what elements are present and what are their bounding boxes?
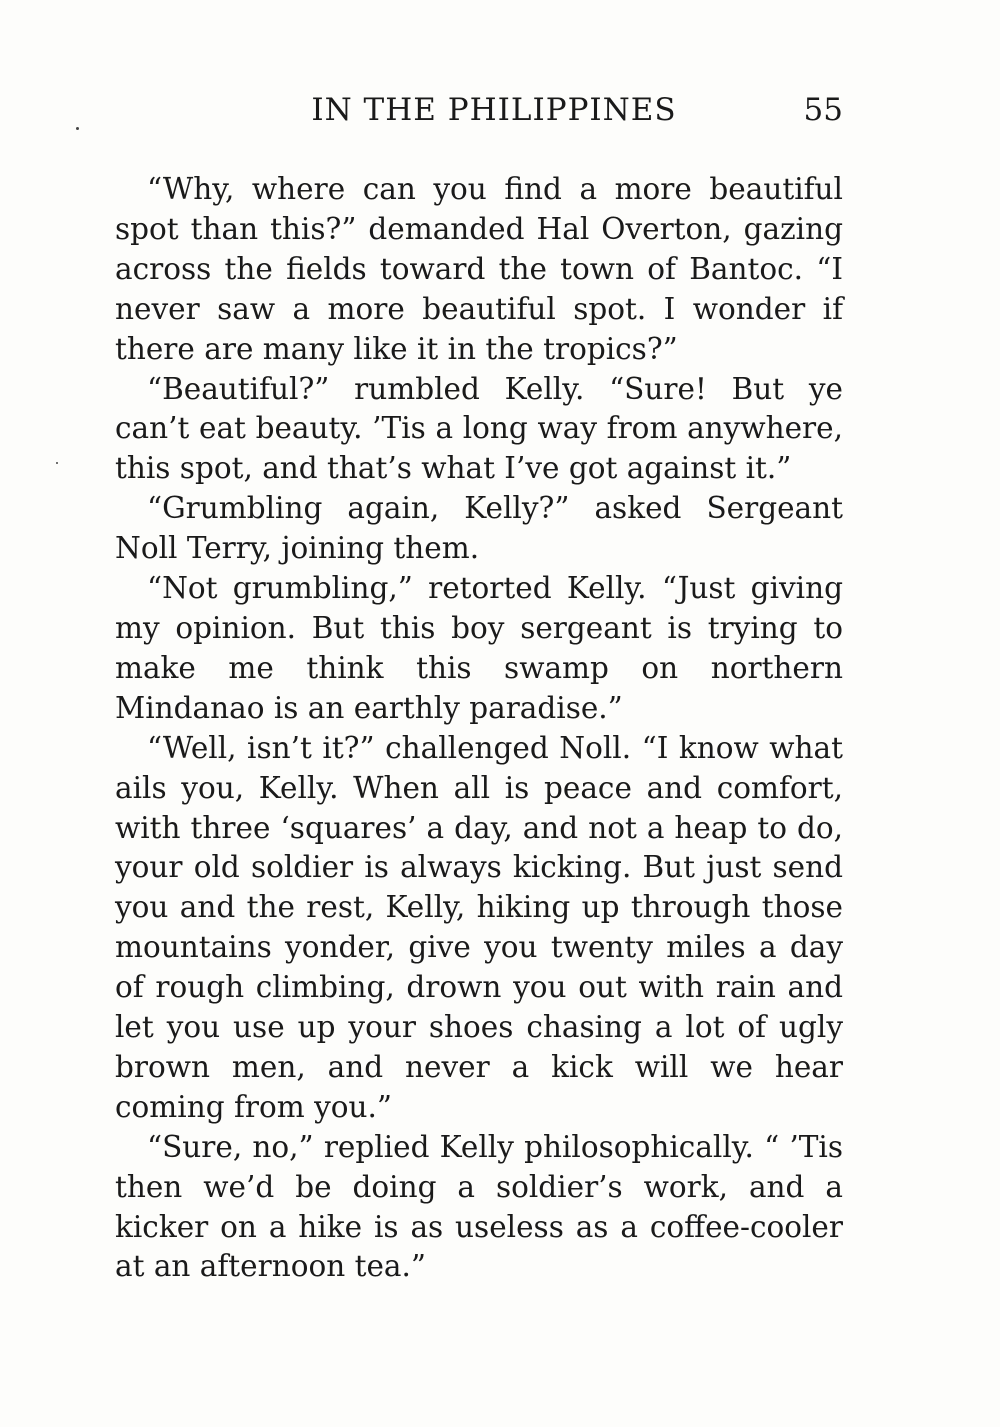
paper-speck [56,462,58,464]
paragraph: “Sure, no,” replied Kelly philosophically. “ ’Tis then we’d be doing a soldier’s work, and a kicker on a hike is as useless as a coffee-cooler at an afternoon tea.” [115,1129,843,1284]
paper-speck [76,127,79,130]
paragraph: “Grumbling again, Kelly?” asked Sergeant Noll Terry, joining them. [115,491,843,566]
running-head [115,88,843,132]
paragraph: “Well, isn’t it?” challenged Noll. “I know what ails you, Kelly. When all is peace and comfort, with three ‘squares’ a day, and not a heap to do, your old soldier is always kicking. But just send you and the rest, Kelly, hiking up through those mountains yonder, give you twenty miles a day of rough climbing, drown you out with rain and let you use up your shoes chasing a lot of ugly brown men, and never a kick will we hear coming from you.” [115,730,843,1124]
page-number: 55 [803,92,843,128]
paragraph: “Beautiful?” rumbled Kelly. “Sure! But ye can’t eat beauty. ’Tis a long way from anywhere, this spot, and that’s what I’ve got against it.” [115,371,843,486]
running-title: IN THE PHILIPPINES [311,92,677,128]
paragraph: “Why, where can you find a more beautiful spot than this?” demanded Hal Overton, gazing across the fields toward the town of Bantoc. “I never saw a more beautiful spot. I wonder if there are many like it in the tropics?” [115,172,843,366]
body-text [115,170,843,1287]
paragraph: “Not grumbling,” retorted Kelly. “Just giving my opinion. But this boy sergeant is trying to make me think this swamp on northern Mindanao is an earthly paradise.” [115,571,843,725]
